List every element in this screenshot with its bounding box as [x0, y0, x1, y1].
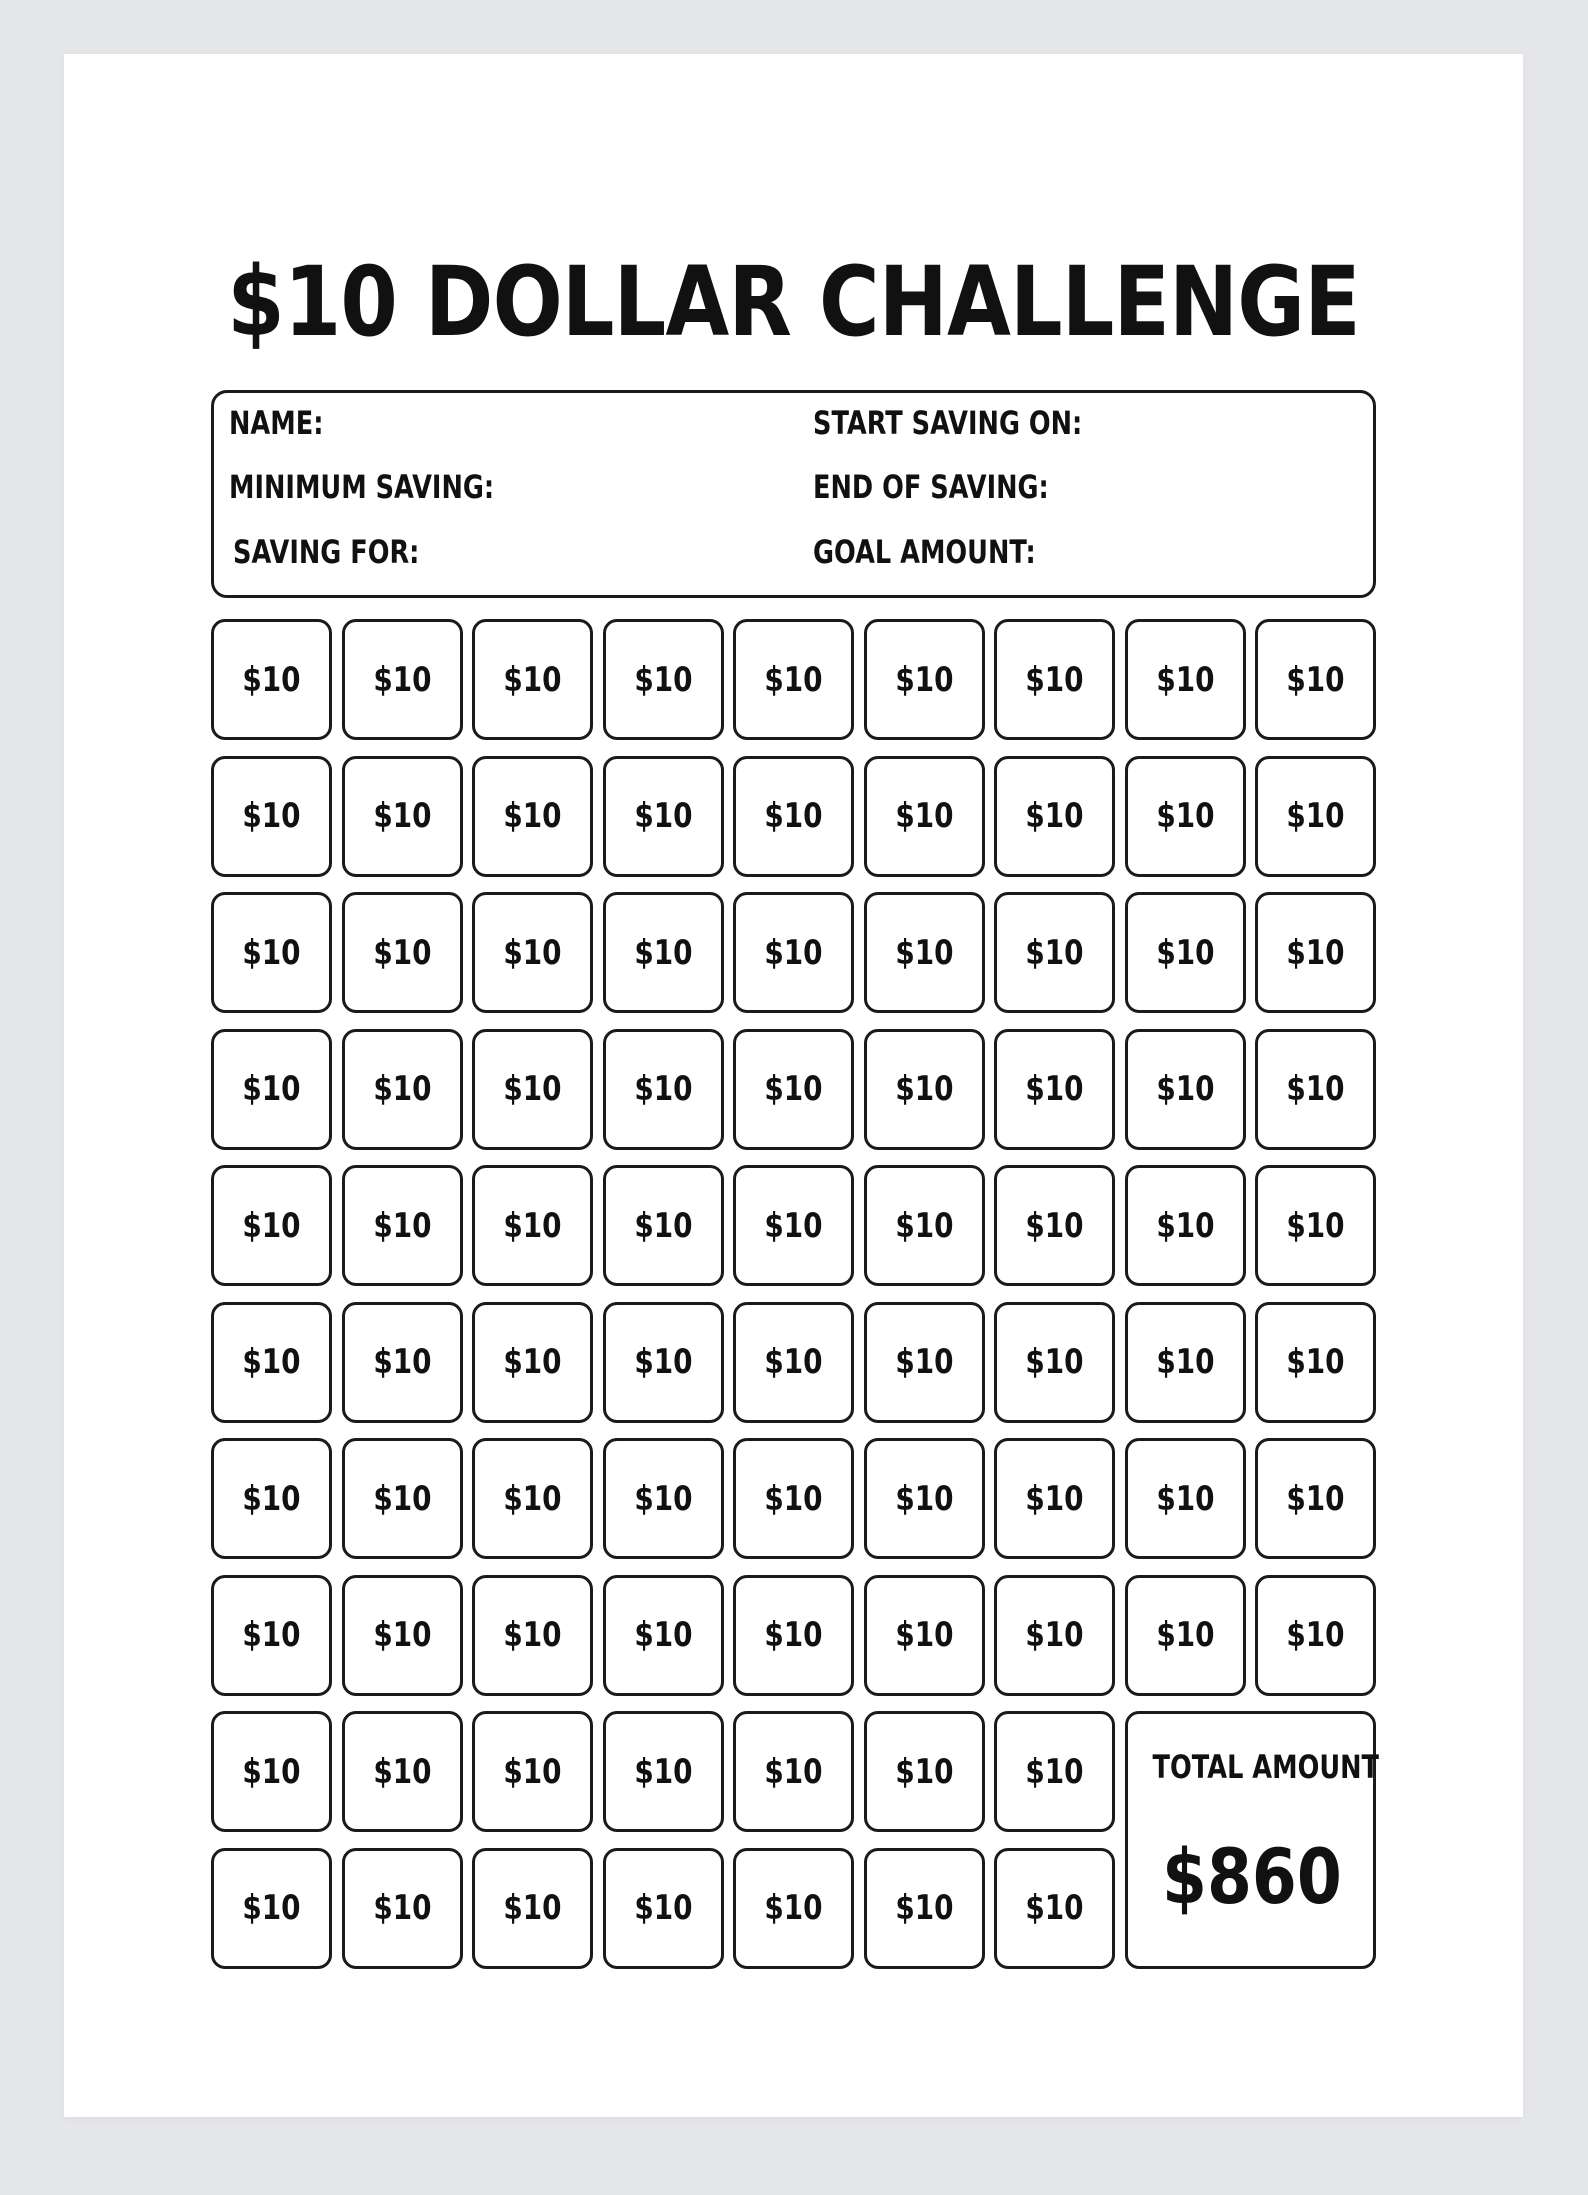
savings-cell-amount: $10 [242, 1888, 301, 1928]
savings-cell[interactable] [1255, 756, 1376, 877]
savings-cell[interactable] [211, 892, 332, 1013]
savings-cell-amount: $10 [242, 1205, 301, 1246]
savings-cell[interactable] [472, 1848, 593, 1969]
savings-cell[interactable] [994, 1029, 1115, 1150]
savings-cell-amount: $10 [503, 796, 562, 836]
savings-cell-amount: $10 [894, 1751, 954, 1792]
savings-cell-amount: $10 [764, 1478, 823, 1519]
savings-cell-amount: $10 [633, 1888, 693, 1928]
savings-cell[interactable] [603, 892, 724, 1013]
savings-cell[interactable] [211, 1711, 332, 1832]
savings-cell-amount: $10 [1286, 1615, 1345, 1655]
savings-cell[interactable] [603, 1165, 724, 1286]
saving-for-label: SAVING FOR: [233, 533, 420, 571]
savings-cell[interactable] [1255, 1575, 1376, 1696]
savings-cell[interactable] [211, 1848, 332, 1969]
savings-cell[interactable] [603, 1711, 724, 1832]
savings-cell[interactable] [342, 1029, 463, 1150]
savings-cell-amount: $10 [1286, 796, 1345, 836]
savings-cell-amount: $10 [372, 1751, 432, 1792]
savings-cell[interactable] [733, 1302, 854, 1423]
savings-cell-amount: $10 [764, 932, 823, 973]
savings-cell-amount: $10 [1155, 1069, 1215, 1109]
savings-cell[interactable] [211, 1438, 332, 1559]
savings-cell[interactable] [994, 1711, 1115, 1832]
savings-cell-amount: $10 [764, 1342, 823, 1382]
savings-cell-amount: $10 [633, 1342, 693, 1382]
savings-cell-amount: $10 [633, 932, 693, 973]
savings-cell-amount: $10 [503, 1069, 562, 1109]
savings-cell-amount: $10 [1155, 796, 1215, 836]
savings-cell[interactable] [342, 1165, 463, 1286]
savings-cell-amount: $10 [503, 1342, 562, 1382]
info-box [211, 390, 1376, 598]
start-saving-label: START SAVING ON: [813, 404, 1083, 442]
savings-cell-amount: $10 [894, 796, 954, 836]
savings-cell-amount: $10 [372, 1478, 432, 1519]
savings-cell-amount: $10 [764, 659, 823, 700]
savings-cell-amount: $10 [1155, 1342, 1215, 1382]
savings-cell-amount: $10 [242, 1478, 301, 1519]
savings-cell[interactable] [733, 1029, 854, 1150]
savings-cell[interactable] [211, 1029, 332, 1150]
savings-cell-amount: $10 [1155, 659, 1215, 700]
savings-cell[interactable] [1125, 1302, 1246, 1423]
savings-cell-amount: $10 [1286, 1205, 1345, 1246]
savings-cell[interactable] [472, 1029, 593, 1150]
savings-cell-amount: $10 [894, 1069, 954, 1109]
savings-cell[interactable] [472, 1302, 593, 1423]
savings-cell[interactable] [994, 619, 1115, 740]
savings-cell-amount: $10 [242, 659, 301, 700]
savings-cell-amount: $10 [894, 1888, 954, 1928]
savings-cell[interactable] [342, 619, 463, 740]
savings-cell-amount: $10 [894, 1342, 954, 1382]
savings-cell-amount: $10 [1025, 1888, 1084, 1928]
savings-cell-amount: $10 [372, 1069, 432, 1109]
savings-cell-amount: $10 [242, 932, 301, 973]
savings-cell[interactable] [603, 1438, 724, 1559]
printable-page [64, 54, 1523, 2117]
savings-cell-amount: $10 [242, 1069, 301, 1109]
savings-cell-amount: $10 [503, 1888, 562, 1928]
savings-cell[interactable] [864, 892, 985, 1013]
savings-cell[interactable] [864, 1575, 985, 1696]
savings-cell[interactable] [733, 619, 854, 740]
savings-cell[interactable] [994, 1302, 1115, 1423]
savings-cell-amount: $10 [372, 1342, 432, 1382]
savings-cell-amount: $10 [633, 659, 693, 700]
savings-cell-amount: $10 [764, 796, 823, 836]
savings-cell-amount: $10 [764, 1615, 823, 1655]
savings-cell[interactable] [342, 1848, 463, 1969]
savings-cell[interactable] [342, 1302, 463, 1423]
savings-cell-amount: $10 [1025, 1751, 1084, 1792]
savings-cell[interactable] [864, 619, 985, 740]
savings-cell[interactable] [603, 1575, 724, 1696]
savings-cell-amount: $10 [633, 1615, 693, 1655]
savings-cell[interactable] [1125, 1575, 1246, 1696]
savings-cell-amount: $10 [1025, 1342, 1084, 1382]
savings-cell[interactable] [1125, 1438, 1246, 1559]
savings-cell[interactable] [1255, 1438, 1376, 1559]
savings-cell-amount: $10 [1155, 1615, 1215, 1655]
end-saving-label: END OF SAVING: [813, 468, 1049, 506]
savings-cell[interactable] [342, 1438, 463, 1559]
goal-amount-label: GOAL AMOUNT: [813, 533, 1036, 571]
savings-cell-amount: $10 [764, 1888, 823, 1928]
savings-cell-amount: $10 [1025, 659, 1084, 700]
savings-cell[interactable] [1255, 1029, 1376, 1150]
savings-cell-amount: $10 [1025, 1205, 1084, 1246]
savings-cell-amount: $10 [372, 659, 432, 700]
savings-cell-amount: $10 [242, 1615, 301, 1655]
savings-cell[interactable] [211, 1575, 332, 1696]
savings-cell-amount: $10 [1025, 796, 1084, 836]
savings-cell[interactable] [472, 756, 593, 877]
savings-cell[interactable] [211, 1302, 332, 1423]
savings-cell-amount: $10 [633, 1751, 693, 1792]
savings-cell[interactable] [472, 1711, 593, 1832]
savings-cell-amount: $10 [764, 1751, 823, 1792]
savings-cell[interactable] [864, 1302, 985, 1423]
savings-cell[interactable] [211, 619, 332, 740]
minimum-saving-label: MINIMUM SAVING: [229, 468, 495, 506]
savings-cell[interactable] [1255, 619, 1376, 740]
savings-cell[interactable] [472, 1165, 593, 1286]
savings-cell[interactable] [864, 756, 985, 877]
savings-cell[interactable] [1255, 1302, 1376, 1423]
savings-cell[interactable] [342, 1575, 463, 1696]
savings-cell[interactable] [864, 1711, 985, 1832]
savings-cell[interactable] [733, 892, 854, 1013]
savings-cell[interactable] [603, 1848, 724, 1969]
savings-cell[interactable] [342, 1711, 463, 1832]
savings-cell-amount: $10 [503, 1205, 562, 1246]
savings-cell[interactable] [864, 1438, 985, 1559]
savings-cell[interactable] [603, 1302, 724, 1423]
savings-cell[interactable] [733, 1438, 854, 1559]
page-title: $10 DOLLAR CHALLENGE [227, 246, 1360, 358]
savings-cell[interactable] [472, 1575, 593, 1696]
savings-cell-amount: $10 [372, 1615, 432, 1655]
total-amount-value: $860 [1161, 1832, 1342, 1921]
savings-cell-amount: $10 [503, 932, 562, 973]
savings-cell-amount: $10 [894, 1478, 954, 1519]
savings-cell-amount: $10 [1286, 932, 1345, 973]
savings-cell[interactable] [1125, 756, 1246, 877]
savings-cell-amount: $10 [1025, 1615, 1084, 1655]
savings-cell-amount: $10 [1155, 932, 1215, 973]
savings-cell[interactable] [994, 1848, 1115, 1969]
savings-cell-amount: $10 [242, 796, 301, 836]
savings-cell[interactable] [342, 892, 463, 1013]
savings-cell-amount: $10 [764, 1069, 823, 1109]
savings-cell-amount: $10 [894, 932, 954, 973]
savings-cell[interactable] [1255, 892, 1376, 1013]
savings-cell[interactable] [211, 756, 332, 877]
savings-cell[interactable] [603, 1029, 724, 1150]
savings-cell[interactable] [1125, 892, 1246, 1013]
savings-cell-amount: $10 [764, 1205, 823, 1246]
savings-cell-amount: $10 [372, 1205, 432, 1246]
savings-cell-amount: $10 [1025, 1069, 1084, 1109]
savings-cell[interactable] [864, 1165, 985, 1286]
savings-cell[interactable] [472, 619, 593, 740]
savings-cell[interactable] [864, 1029, 985, 1150]
savings-cell-amount: $10 [633, 1478, 693, 1519]
savings-cell[interactable] [603, 619, 724, 740]
savings-cell-amount: $10 [1025, 932, 1084, 973]
total-amount-label: TOTAL AMOUNT [1152, 1748, 1379, 1786]
savings-cell[interactable] [994, 1575, 1115, 1696]
savings-cell[interactable] [994, 892, 1115, 1013]
name-label: NAME: [229, 404, 324, 442]
savings-cell[interactable] [603, 756, 724, 877]
savings-cell-amount: $10 [242, 1751, 301, 1792]
savings-cell[interactable] [472, 1438, 593, 1559]
savings-cell-amount: $10 [894, 1205, 954, 1246]
savings-cell-amount: $10 [894, 1615, 954, 1655]
savings-cell-amount: $10 [503, 1751, 562, 1792]
savings-cell[interactable] [1125, 1165, 1246, 1286]
savings-cell-amount: $10 [633, 1069, 693, 1109]
savings-cell[interactable] [733, 1165, 854, 1286]
savings-cell-amount: $10 [503, 1478, 562, 1519]
savings-cell-amount: $10 [503, 1615, 562, 1655]
savings-cell-amount: $10 [1286, 659, 1345, 700]
savings-cell[interactable] [211, 1165, 332, 1286]
savings-cell[interactable] [994, 1438, 1115, 1559]
savings-cell[interactable] [733, 1575, 854, 1696]
savings-cell[interactable] [994, 756, 1115, 877]
savings-cell-amount: $10 [1286, 1342, 1345, 1382]
savings-cell-amount: $10 [1025, 1478, 1084, 1519]
total-amount-box [1125, 1711, 1377, 1969]
savings-cell-amount: $10 [372, 796, 432, 836]
savings-cell-amount: $10 [633, 796, 693, 836]
savings-cell[interactable] [1125, 619, 1246, 740]
savings-cell-amount: $10 [242, 1342, 301, 1382]
savings-cell-amount: $10 [633, 1205, 693, 1246]
savings-cell-amount: $10 [372, 1888, 432, 1928]
savings-cell[interactable] [994, 1165, 1115, 1286]
savings-cell[interactable] [733, 1848, 854, 1969]
savings-cell[interactable] [1125, 1029, 1246, 1150]
savings-cell-amount: $10 [503, 659, 562, 700]
savings-cell-amount: $10 [1155, 1205, 1215, 1246]
savings-cell-amount: $10 [1155, 1478, 1215, 1519]
savings-grid [211, 619, 1379, 1969]
savings-cell[interactable] [733, 756, 854, 877]
savings-cell[interactable] [1255, 1165, 1376, 1286]
savings-cell-amount: $10 [1286, 1069, 1345, 1109]
savings-cell-amount: $10 [372, 932, 432, 973]
savings-cell[interactable] [733, 1711, 854, 1832]
savings-cell[interactable] [342, 756, 463, 877]
savings-cell-amount: $10 [894, 659, 954, 700]
savings-cell-amount: $10 [1286, 1478, 1345, 1519]
savings-cell[interactable] [864, 1848, 985, 1969]
savings-cell[interactable] [472, 892, 593, 1013]
